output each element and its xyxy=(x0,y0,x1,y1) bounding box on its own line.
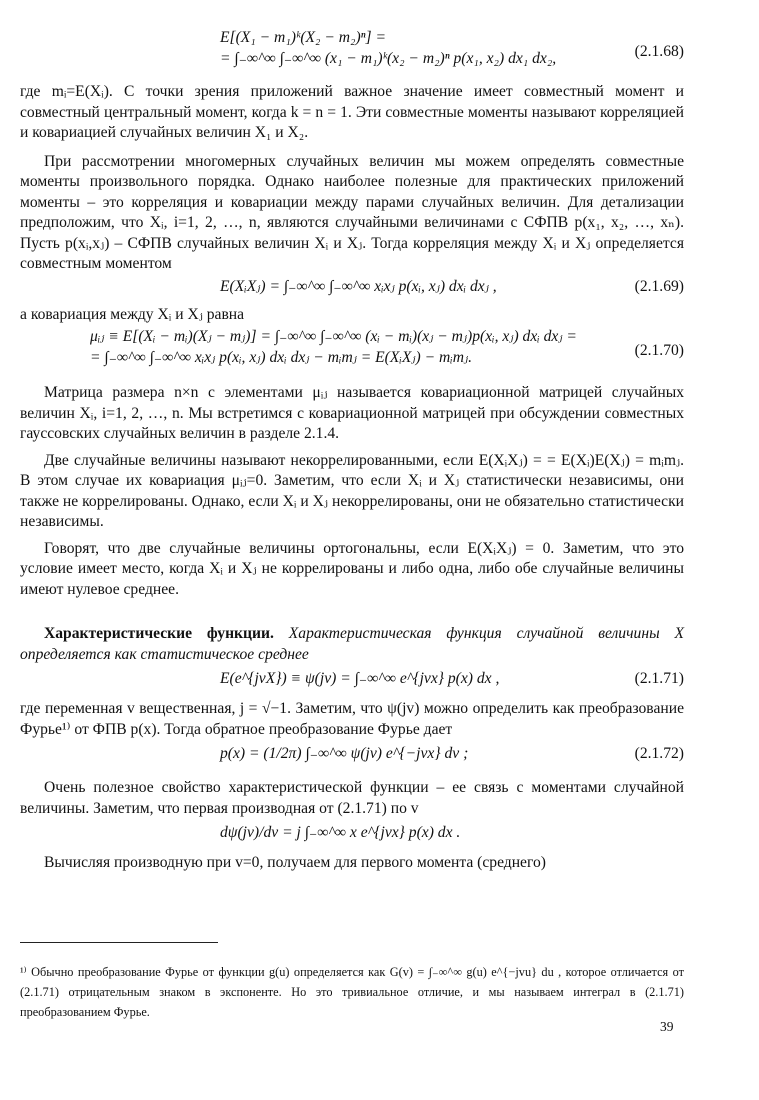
heading-text: Характеристическая функция случайной величины X определяется как статистическое среднее xyxy=(20,625,685,663)
equation-number: (2.1.72) xyxy=(634,745,684,762)
equation-number: (2.1.68) xyxy=(634,43,684,60)
equation-line: = ∫₋∞^∞ ∫₋∞^∞ xᵢxⱼ p(xᵢ, xⱼ) dxᵢ dxⱼ − mᵢmⱼ = E(XᵢXⱼ) − mᵢmⱼ. xyxy=(90,348,473,366)
equation-2-1-71 xyxy=(20,669,684,699)
paragraph: а ковариация между Xᵢ и Xⱼ равна xyxy=(20,305,245,323)
equation-number: (2.1.69) xyxy=(634,277,684,295)
equation-line: p(x) = (1/2π) ∫₋∞^∞ ψ(jv) e^{−jvx} dv ; xyxy=(220,745,469,762)
paragraph: где mᵢ=E(Xᵢ). С точки зрения приложений важное значение имеет совместный момент и совместный центральный момент, когда k = n = 1. Эти совместные моменты называют корреляцией и ковариацией случайных величин X₁ и X₂. xyxy=(20,83,684,141)
paragraph: Говорят, что две случайные величины ортогональны, если E(XᵢXⱼ) = 0. Заметим, что это условие имеет место, когда Xᵢ и Xⱼ не коррелированы и либо одна, либо обе случайные величины имеют нулевое среднее. xyxy=(20,539,684,598)
paragraph: Матрица размера n×n с элементами μᵢⱼ называется ковариационной матрицей случайных величин Xᵢ, i=1, 2, …, n. Мы встретимся с ковариационной матрицей при обсуждении совместных гауссовских случайных величин в разделе 2.1.4. xyxy=(20,384,684,442)
footnote-divider xyxy=(20,942,218,943)
equation-number: (2.1.70) xyxy=(634,342,684,359)
paragraph: При рассмотрении многомерных случайных величин мы можем определять совместные моменты произвольного порядка. Однако наиболее полезные для практических приложений моменты – это корреляция и ковариации между парами случайных величин. Для детализации предположим, что Xᵢ, i=1, 2, …, n, являются случайными величинами с СФПВ p(x₁, x₂, …, xₙ). Пусть p(xᵢ,xⱼ) – СФПВ случайных величин Xᵢ и Xⱼ. Тогда корреляция между Xᵢ и Xⱼ определяется совместным моментом xyxy=(20,152,684,272)
paragraph: где переменная v вещественная, j = √−1. Заметим, что ψ(jv) можно определить как преобразование Фурье¹⁾ от ФПВ p(x). Тогда обратное преобразование Фурье дает xyxy=(20,700,684,738)
equation-2-1-68 xyxy=(20,28,684,76)
equation-derivative xyxy=(20,823,684,853)
equation-line: μᵢⱼ ≡ E[(Xᵢ − mᵢ)(Xⱼ − mⱼ)] = ∫₋∞^∞ ∫₋∞^∞ (xᵢ − mᵢ)(xⱼ − mⱼ)p(xᵢ, xⱼ) dxᵢ dxⱼ = xyxy=(90,328,577,345)
page-body xyxy=(20,28,684,874)
paragraph: Очень полезное свойство характеристической функции – ее связь с моментами случайной величины. Заметим, что первая производная от (2.1.71) по v xyxy=(20,779,684,817)
equation-line: E[(X₁ − m₁)ᵏ(X₂ − m₂)ⁿ] = xyxy=(220,29,387,46)
equation-line: E(XᵢXⱼ) = ∫₋∞^∞ ∫₋∞^∞ xᵢxⱼ p(xᵢ, xⱼ) dxᵢ dxⱼ , xyxy=(220,277,497,295)
equation-line: dψ(jv)/dv = j ∫₋∞^∞ x e^{jvx} p(x) dx . xyxy=(220,824,461,841)
equation-2-1-69 xyxy=(20,277,684,305)
equation-line: = ∫₋∞^∞ ∫₋∞^∞ (x₁ − m₁)ᵏ(x₂ − m₂)ⁿ p(x₁, x₂) dx₁ dx₂, xyxy=(220,49,557,67)
page-number: 39 xyxy=(660,1019,674,1034)
paragraph: Две случайные величины называют некоррелированными, если E(XᵢXⱼ) = = E(Xᵢ)E(Xⱼ) = mᵢmⱼ. В этом случае их ковариация μᵢⱼ=0. Заметим, что если Xᵢ и Xⱼ статистически независимы, они также не коррелированы. Однако, если Xᵢ и Xⱼ некоррелированы, они не обязательно статистически независимы. xyxy=(20,451,684,530)
equation-line: E(e^{jvX}) ≡ ψ(jv) = ∫₋∞^∞ e^{jvx} p(x) dx , xyxy=(220,670,500,687)
paragraph: Вычисляя производную при v=0, получаем для первого момента (среднего) xyxy=(44,854,546,871)
section-heading: Характеристические функции. xyxy=(44,625,274,642)
equation-number: (2.1.71) xyxy=(634,670,684,687)
equation-2-1-72 xyxy=(20,744,684,778)
footnote: ¹⁾ Обычно преобразование Фурье от функции g(u) определяется как G(v) = ∫₋∞^∞ g(u) e^{−jvu} du , которое отличается от (2.1.71) отрицательным знаком в экспоненте. Но это тривиальное отличие, и мы называем интеграл в (2.1.71) преобразованием Фурье. xyxy=(20,965,684,1019)
paragraph xyxy=(20,624,684,665)
equation-2-1-70 xyxy=(20,327,684,377)
